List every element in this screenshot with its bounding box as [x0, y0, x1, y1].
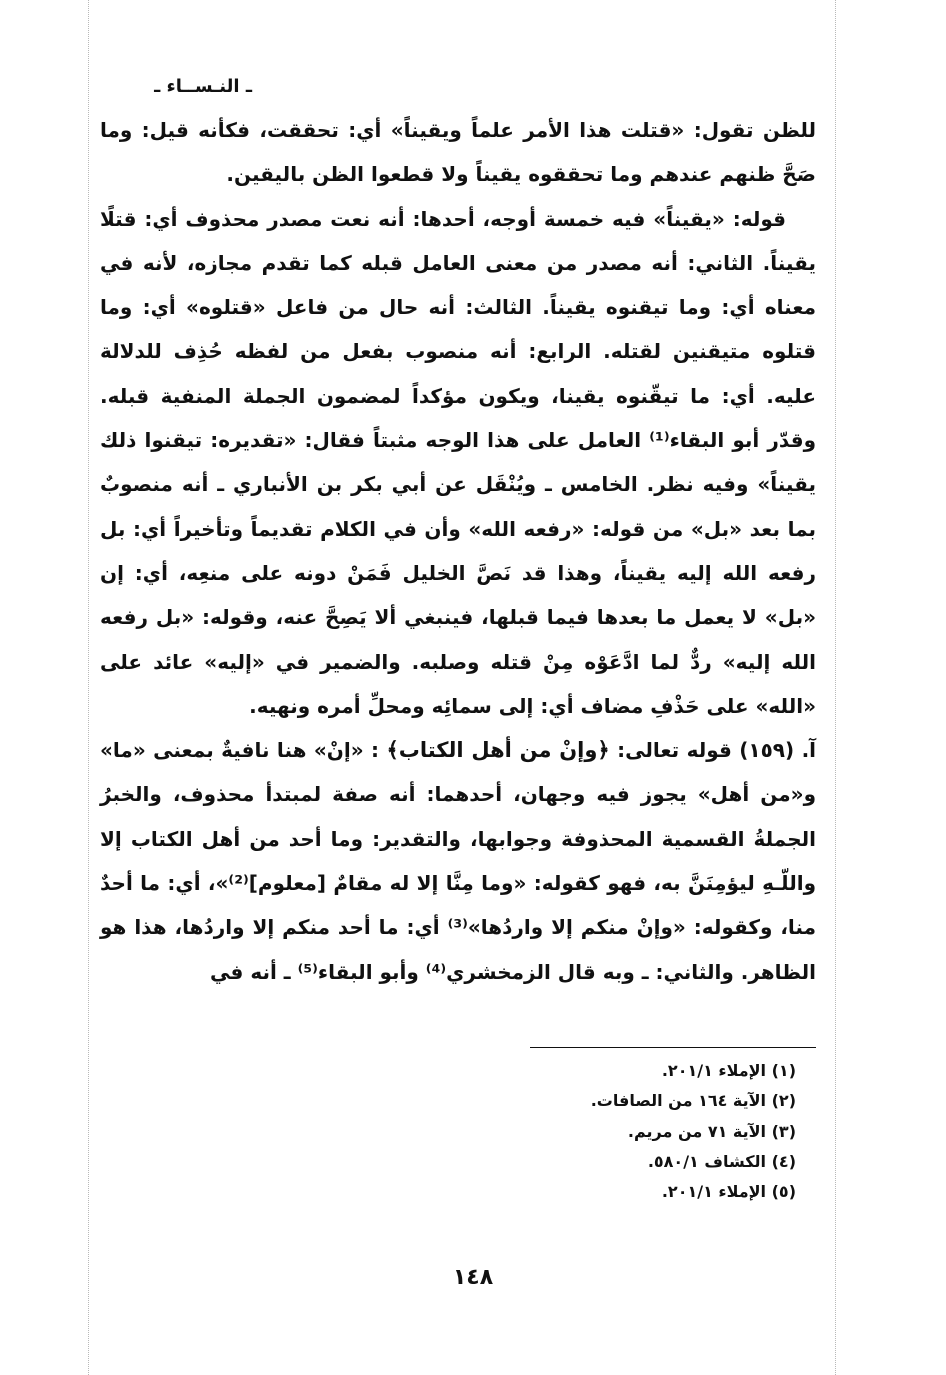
footnote-1: (١) الإملاء ٢٠١/١. [661, 1061, 796, 1080]
main-text [100, 108, 816, 994]
quran-quote: ﴿وإنْ من أهل الكتاب﴾ [386, 738, 610, 763]
verse-paragraph [100, 728, 816, 994]
paragraph-1: للظن تقول: «قتلت هذا الأمر علماً ويقيناً» أي: تحققت، فكأنه قيل: وما صَحَّ ظنهم عندهم وما تحققوه يقيناً ولا قطعوا الظن باليقين. [100, 118, 816, 187]
page-number: ١٤٨ [452, 1265, 494, 1290]
verse-marker: آ. [801, 738, 817, 763]
footnote-5: (٥) الإملاء ٢٠١/١. [661, 1182, 796, 1202]
footnote-4: (٤) الكشاف ٥٨٠/١. [647, 1151, 796, 1171]
verse-commentary: : «إنْ» هنا نافيةٌ بمعنى «ما» و«من أهل» يجوز فيه وجهان، أحدهما: أنه صفة لمبتدأ محذوف، والخبرُ الجملةُ القسمية المحذوفة وجوابها، والتقدير: وما أحد من أهل الكتاب إلا واللّـهِ ليؤمِنَنَّ به، فهو كقوله: «وما مِنَّا إلا له مقامٌ [معلوم]⁽²⁾»، أي: ما أحدٌ منا، وكقوله: «وإنْ منكم إلا واردُها»⁽³⁾ أي: ما أحد منكم إلا واردُها، هذا هو الظاهر. والثاني: ـ وبه قال الزمخشري⁽⁴⁾ وأبو البقاء⁽⁵⁾ ـ أنه في [100, 738, 817, 984]
page-frame-right [835, 0, 836, 1375]
verse-number: (١٥٩) [739, 738, 795, 763]
footnote-2: (٢) الآية ١٦٤ من الصافات. [590, 1091, 796, 1111]
footnote-separator [530, 1047, 816, 1048]
paragraph-2: قوله: «يقيناً» فيه خمسة أوجه، أحدها: أنه نعت مصدر محذوف أي: قتلًا يقيناً. الثاني: أنه مصدر من معنى العامل قبله كما تقدم مجازه، لأنه في معناه أي: وما تيقنوه يقيناً. الثالث: أنه حال من فاعل «قتلوه» أي: وما قتلوه متيقنين لقتله. الرابع: أنه منصوب بفعل من لفظه حُذِف للدلالة عليه. أي: ما تيقّنوه يقينا، ويكون مؤكداً لمضمون الجملة المنفية قبله. وقدّر أبو البقاء⁽¹⁾ العامل على هذا الوجه مثبتاً فقال: «تقديره: تيقنوا ذلك يقيناً» وفيه نظر. الخامس ـ ويُنْقَل عن أبي بكر بن الأنباري ـ أنه منصوبٌ بما بعد «بل» من قوله: «رفعه الله» وأن في الكلام تقديماً وتأخيراً أي: بل رفعه الله إليه يقيناً، وهذا قد نَصَّ الخليل فَمَنْ دونه على منعِه، أي: إن «بل» لا يعمل ما بعدها فيما قبلها، فينبغي ألا يَصِحَّ عنه، وقوله: «بل رفعه الله إليه» ردٌّ لما ادَّعَوْه مِنْ قتله وصلبه. والضمير في «إليه» عائد على «الله» على حَذْفِ مضاف أي: إلى سمائِه ومحلِّ أمره ونهيه. [100, 206, 816, 718]
footnotes [300, 1056, 796, 1207]
page-frame-left [88, 0, 89, 1375]
verse-lead: قوله تعالى: [617, 738, 732, 763]
footnote-3: (٣) الآية ٧١ من مريم. [627, 1121, 796, 1141]
running-header: ـ النـســاء ـ [154, 76, 252, 97]
